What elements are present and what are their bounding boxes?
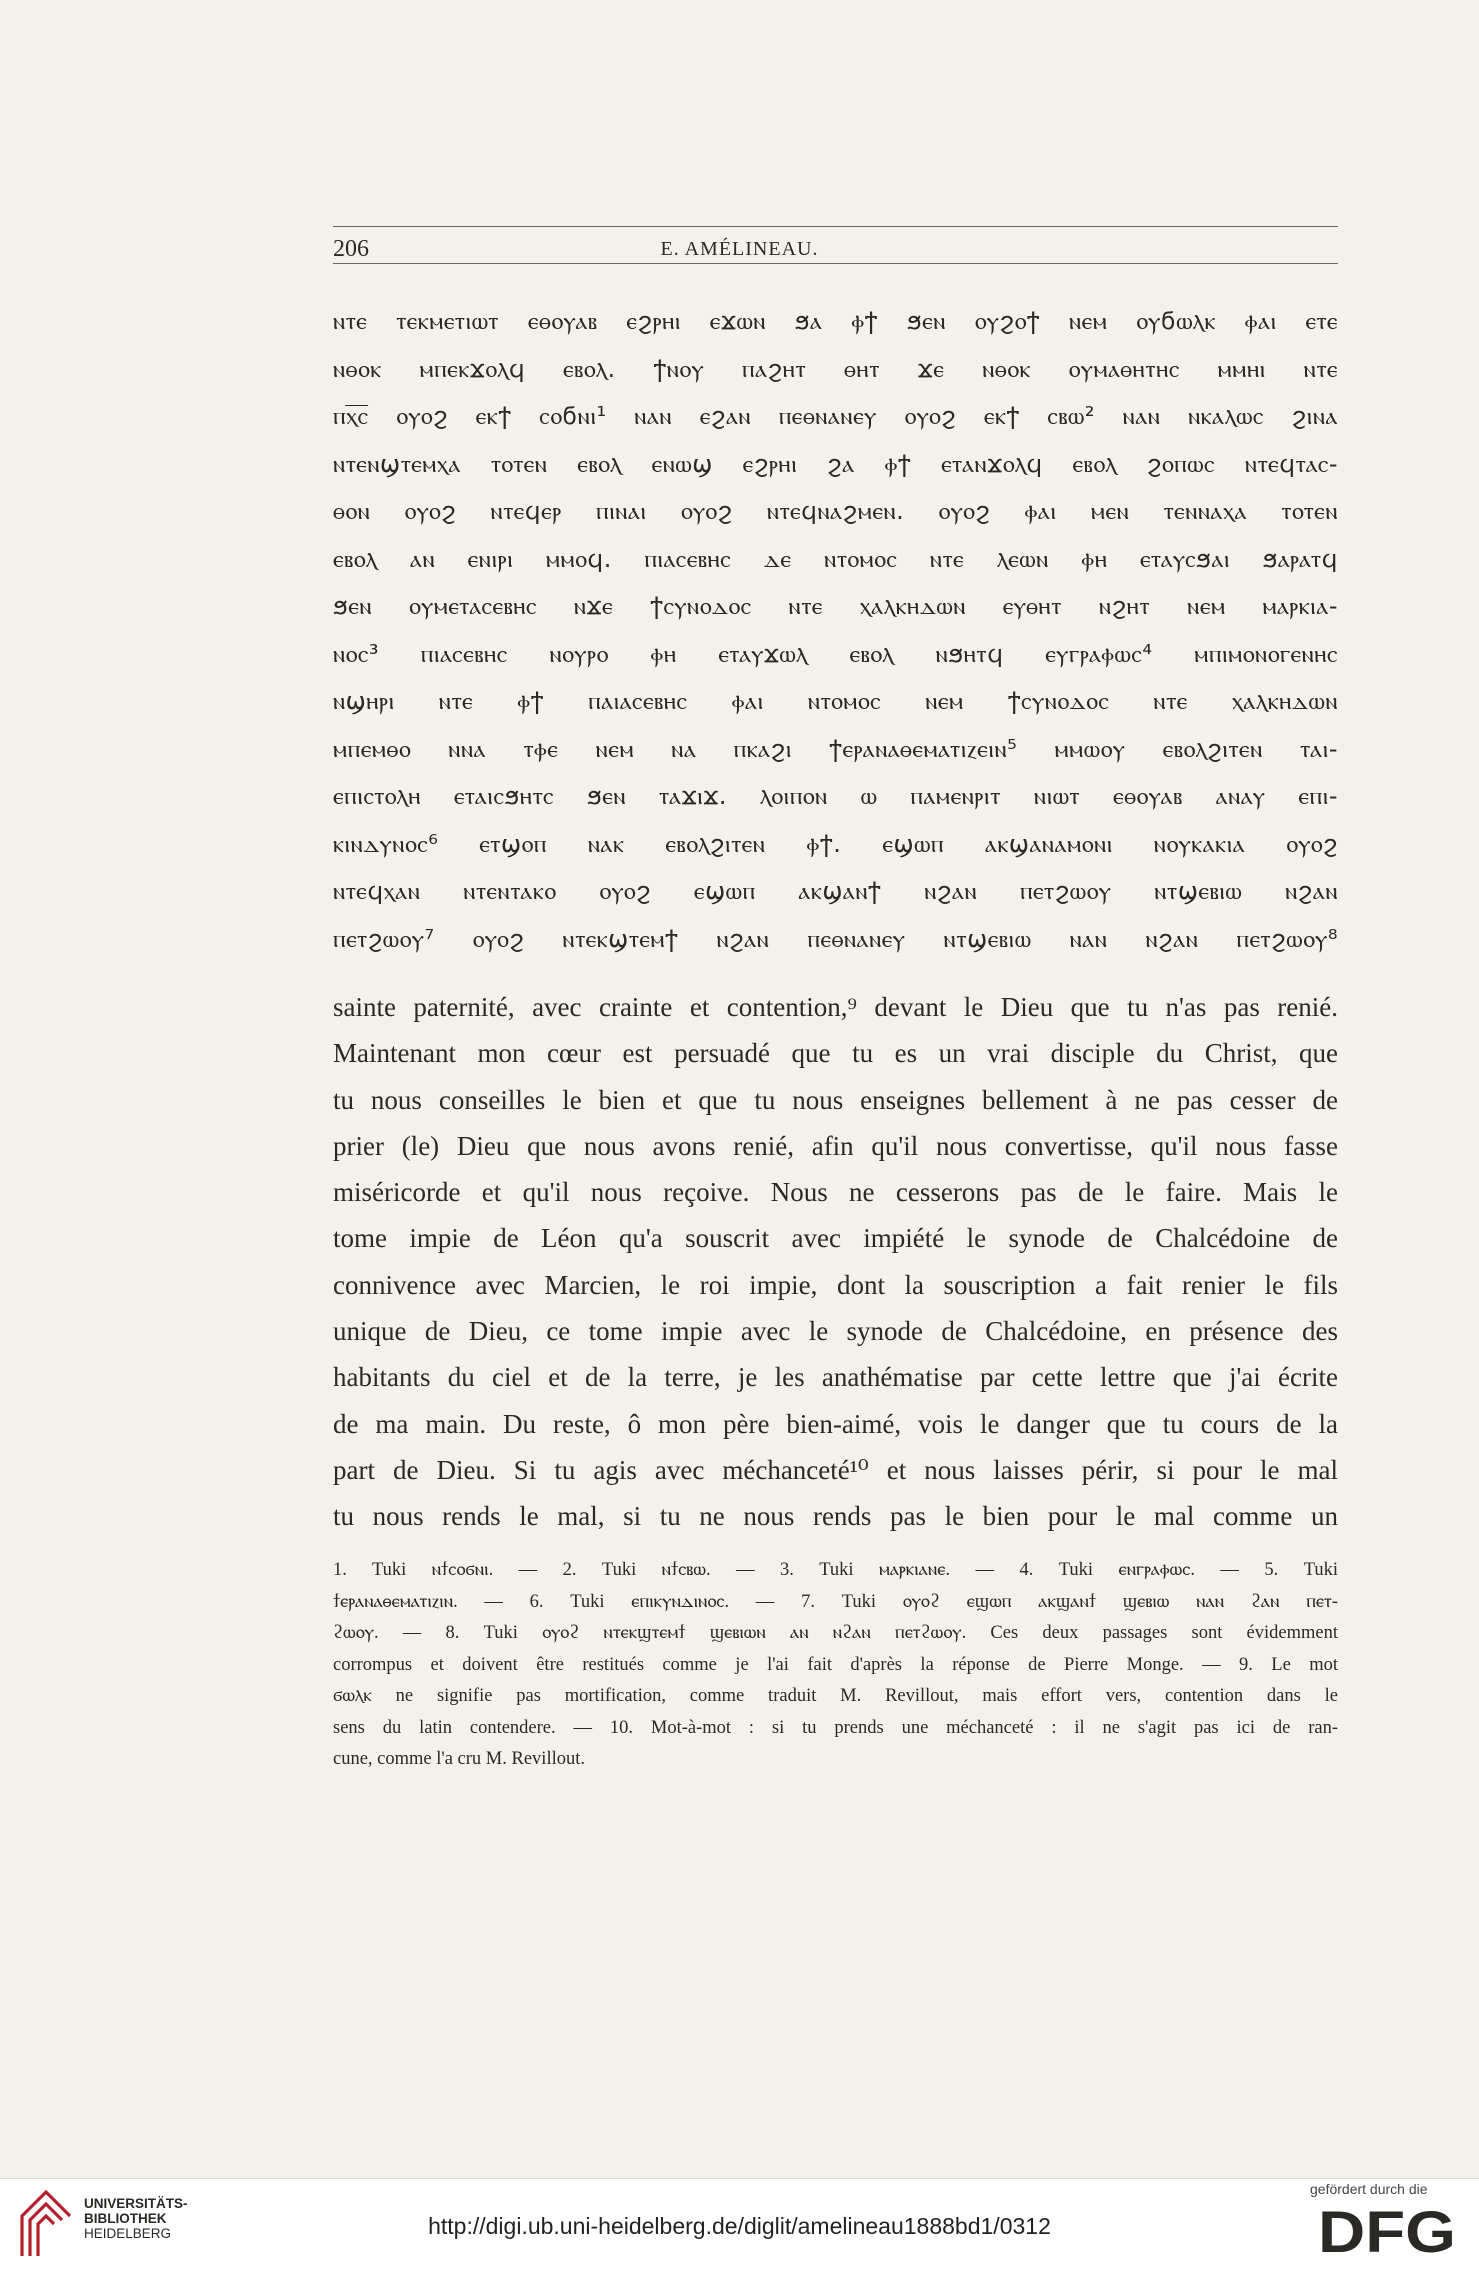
coptic-line: ⲉⲡⲓⲥⲧⲟⲗⲏ ⲉⲧⲁⲓⲥϧⲏⲧⲥ ϧⲉⲛ ⲧⲁϫⲓϫ. ⲗⲟⲓⲡⲟⲛ ⲱ ⲡⲁⲙⲉⲛⲣⲓⲧ ⲛⲓⲱⲧ ⲉⲑⲟⲩⲁⲃ ⲁⲛⲁⲩ ⲉⲡⲓ- (333, 782, 1338, 810)
coptic-text-block (333, 298, 1338, 963)
coptic-line: ⲕⲓⲛⲇⲩⲛⲟⲥ⁶ ⲉⲧϣⲟⲡ ⲛⲁⲕ ⲉⲃⲟⲗϩⲓⲧⲉⲛ ⲫϯ. ⲉϣⲱⲡ ⲁⲕϣⲁⲛⲁⲙⲟⲛⲓ ⲛⲟⲩⲕⲁⲕⲓⲁ ⲟⲩⲟϩ (333, 829, 1338, 858)
french-line: sainte paternité, avec crainte et contention,⁹ devant le Dieu que tu n'as pas renié. (333, 992, 1338, 1022)
coptic-line: ⲡⲉⲧϩⲱⲟⲩ⁷ ⲟⲩⲟϩ ⲛⲧⲉⲕϣⲧⲉⲙϯ ⲛϩⲁⲛ ⲡⲉⲑⲛⲁⲛⲉⲩ ⲛⲧϣⲉⲃⲓⲱ ⲛⲁⲛ ⲛϩⲁⲛ ⲡⲉⲧϩⲱⲟⲩ⁸ (333, 924, 1338, 953)
header-rule-top (333, 226, 1338, 227)
footnote-line: ϯⲉⲣⲁⲛⲁⲑⲉⲙⲁⲧⲓⲍⲓⲛ. — 6. Tuki ⲉⲡⲓⲕⲩⲛⲇⲓⲛⲟⲥ. — 7. Tuki ⲟⲩⲟϩ ⲉϣⲱⲡ ⲁⲕϣⲁⲛϯ ϣⲉⲃⲓⲱ ⲛⲁⲛ ϩⲁⲛ ⲡⲉⲧ- (333, 1591, 1338, 1612)
french-line: habitants du ciel et de la terre, je les anathématise par cette lettre que j'ai écrite (333, 1362, 1338, 1393)
dfg-logo-icon (1318, 2202, 1458, 2258)
footnote-line: ϭⲱⲗⲕ ne signifie pas mortification, comme traduit M. Revillout, mais effort vers, contention dans le (333, 1686, 1338, 1706)
sponsor-caption: gefördert durch die (1310, 2181, 1428, 2197)
coptic-line: ⲛⲑⲟⲕ ⲙⲡⲉⲕϫⲟⲗϥ ⲉⲃⲟⲗ. ϯⲛⲟⲩ ⲡⲁϩⲏⲧ ⲑⲏⲧ ϫⲉ ⲛⲑⲟⲕ ⲟⲩⲙⲁⲑⲏⲧⲏⲥ ⲙⲙⲏⲓ ⲛⲧⲉ (333, 354, 1338, 383)
coptic-line: ⲙⲡⲉⲙⲑⲟ ⲛⲛⲁ ⲧⲫⲉ ⲛⲉⲙ ⲛⲁ ⲡⲕⲁϩⲓ ϯⲉⲣⲁⲛⲁⲑⲉⲙⲁⲧⲓⲍⲉⲓⲛ⁵ ⲙⲙⲱⲟⲩ ⲉⲃⲟⲗϩⲓⲧⲉⲛ ⲧⲁⲓ- (333, 734, 1338, 763)
dfg-logo-text: DFG (1318, 2202, 1456, 2258)
french-line: unique de Dieu, ce tome impie avec le synode de Chalcédoine, en présence des (333, 1316, 1338, 1347)
french-line: part de Dieu. Si tu agis avec méchanceté¹⁰ et nous laisses périr, si pour le mal (333, 1454, 1338, 1485)
library-name-line: BIBLIOTHEK (84, 2211, 167, 2226)
running-head: E. AMÉLINEAU. (660, 238, 819, 260)
coptic-line: ⲛⲧⲉ ⲧⲉⲕⲙⲉⲧⲓⲱⲧ ⲉⲑⲟⲩⲁⲃ ⲉϩⲣⲏⲓ ⲉϫⲱⲛ ϧⲁ ⲫϯ ϧⲉⲛ ⲟⲩϩⲟϯ ⲛⲉⲙ ⲟⲩϭⲱⲗⲕ ⲫⲁⲓ ⲉⲧⲉ (333, 307, 1338, 335)
french-line: connivence avec Marcien, le roi impie, dont la souscription a fait renier le fils (333, 1269, 1338, 1300)
french-line: de ma main. Du reste, ô mon père bien-aimé, vois le danger que tu cours de la (333, 1408, 1338, 1439)
french-line: Maintenant mon cœur est persuadé que tu es un vrai disciple du Christ, que (333, 1038, 1338, 1069)
library-name-line: HEIDELBERG (84, 2226, 172, 2241)
header-rule-bottom (333, 263, 1338, 264)
coptic-line: ⲛⲟⲥ³ ⲡⲓⲁⲥⲉⲃⲏⲥ ⲛⲟⲩⲣⲟ ⲫⲏ ⲉⲧⲁⲩϫⲱⲗ ⲉⲃⲟⲗ ⲛϧⲏⲧϥ ⲉⲩⲅⲣⲁⲫⲱⲥ⁴ ⲙⲡⲓⲙⲟⲛⲟⲅⲉⲛⲏⲥ (333, 639, 1338, 668)
french-line: miséricorde et qu'il nous reçoive. Nous ne cesserons pas de le faire. Mais le (333, 1177, 1338, 1208)
footnote-line: 1. Tuki ⲛϯⲥⲟϭⲛⲓ. — 2. Tuki ⲛϯⲥⲃⲱ. — 3. Tuki ⲙⲁⲣⲕⲓⲁⲛⲉ. — 4. Tuki ⲉⲛⲅⲣⲁⲫⲱⲥ. — 5. Tuki (333, 1560, 1338, 1580)
coptic-line: ⲡⲭ̅ⲥ̅ ⲟⲩⲟϩ ⲉⲕϯ ⲥⲟϭⲛⲓ¹ ⲛⲁⲛ ⲉϩⲁⲛ ⲡⲉⲑⲛⲁⲛⲉⲩ ⲟⲩⲟϩ ⲉⲕϯ ⲥⲃⲱ² ⲛⲁⲛ ⲛⲕⲁⲗⲱⲥ ϩⲓⲛⲁ (333, 402, 1338, 430)
french-line: tu nous rends le mal, si tu ne nous rends pas le bien pour le mal comme un (333, 1501, 1338, 1532)
french-line: tu nous conseilles le bien et que tu nous enseignes bellement à ne pas cesser de (333, 1084, 1338, 1115)
coptic-line: ⲛⲧⲉϥⲭⲁⲛ ⲛⲧⲉⲛⲧⲁⲕⲟ ⲟⲩⲟϩ ⲉϣⲱⲡ ⲁⲕϣⲁⲛϯ ⲛϩⲁⲛ ⲡⲉⲧϩⲱⲟⲩ ⲛⲧϣⲉⲃⲓⲱ ⲛϩⲁⲛ (333, 877, 1338, 905)
coptic-line: ϧⲉⲛ ⲟⲩⲙⲉⲧⲁⲥⲉⲃⲏⲥ ⲛϫⲉ ϯⲥⲩⲛⲟⲇⲟⲥ ⲛⲧⲉ ⲭⲁⲗⲕⲏⲇⲱⲛ ⲉⲩⲑⲏⲧ ⲛϩⲏⲧ ⲛⲉⲙ ⲙⲁⲣⲕⲓⲁ- (333, 592, 1338, 620)
footnote-line: ϩⲱⲟⲩ. — 8. Tuki ⲟⲩⲟϩ ⲛⲧⲉⲕϣⲧⲉⲙϯ ϣⲉⲃⲓⲱⲛ ⲁⲛ ⲛϩⲁⲛ ⲡⲉⲧϩⲱⲟⲩ. Ces deux passages sont évidemment (333, 1623, 1338, 1643)
coptic-line: ⲛϣⲏⲣⲓ ⲛⲧⲉ ⲫϯ ⲡⲁⲓⲁⲥⲉⲃⲏⲥ ⲫⲁⲓ ⲛⲧⲟⲙⲟⲥ ⲛⲉⲙ ϯⲥⲩⲛⲟⲇⲟⲥ ⲛⲧⲉ ⲭⲁⲗⲕⲏⲇⲱⲛ (333, 687, 1338, 715)
coptic-line: ⲛⲧⲉⲛϣⲧⲉⲙⲭⲁ ⲧⲟⲧⲉⲛ ⲉⲃⲟⲗ ⲉⲛⲱϣ ⲉϩⲣⲏⲓ ϩⲁ ⲫϯ ⲉⲧⲁⲛϫⲟⲗϥ ⲉⲃⲟⲗ ϩⲟⲡⲱⲥ ⲛⲧⲉϥⲧⲁⲥ- (333, 449, 1338, 478)
footnote-line: sens du latin contendere. — 10. Mot-à-mot : si tu prends une méchanceté : il ne s'agit pas ici de ran- (333, 1717, 1338, 1738)
coptic-line: ⲉⲃⲟⲗ ⲁⲛ ⲉⲛⲓⲣⲓ ⲙⲙⲟϥ. ⲡⲓⲁⲥⲉⲃⲏⲥ ⲇⲉ ⲛⲧⲟⲙⲟⲥ ⲛⲧⲉ ⲗⲉⲱⲛ ⲫⲏ ⲉⲧⲁⲩⲥϧⲁⲓ ϧⲁⲣⲁⲧϥ (333, 544, 1338, 573)
footnote-line: corrompus et doivent être restitués comme je l'ai fait d'après la réponse de Pierre Monge. — 9. Le mot (333, 1654, 1338, 1675)
french-translation-block (333, 984, 1338, 1540)
library-name-line: UNIVERSITÄTS- (84, 2196, 188, 2211)
french-line: tome impie de Léon qu'a souscrit avec impiété le synode de Chalcédoine de (333, 1223, 1338, 1254)
french-line: prier (le) Dieu que nous avons renié, afin qu'il nous convertisse, qu'il nous fasse (333, 1130, 1338, 1161)
footnotes-block (333, 1555, 1338, 1776)
page-number: 206 (333, 236, 369, 262)
footnote-line: cune, comme l'a cru M. Revillout. (333, 1749, 585, 1769)
coptic-line: ⲑⲟⲛ ⲟⲩⲟϩ ⲛⲧⲉϥⲉⲣ ⲡⲓⲛⲁⲓ ⲟⲩⲟϩ ⲛⲧⲉϥⲛⲁϩⲙⲉⲛ. ⲟⲩⲟϩ ⲫⲁⲓ ⲙⲉⲛ ⲧⲉⲛⲛⲁⲭⲁ ⲧⲟⲧⲉⲛ (333, 497, 1338, 525)
source-url-link[interactable]: http://digi.ub.uni-heidelberg.de/diglit/amelineau1888bd1/0312 (428, 2213, 1051, 2239)
